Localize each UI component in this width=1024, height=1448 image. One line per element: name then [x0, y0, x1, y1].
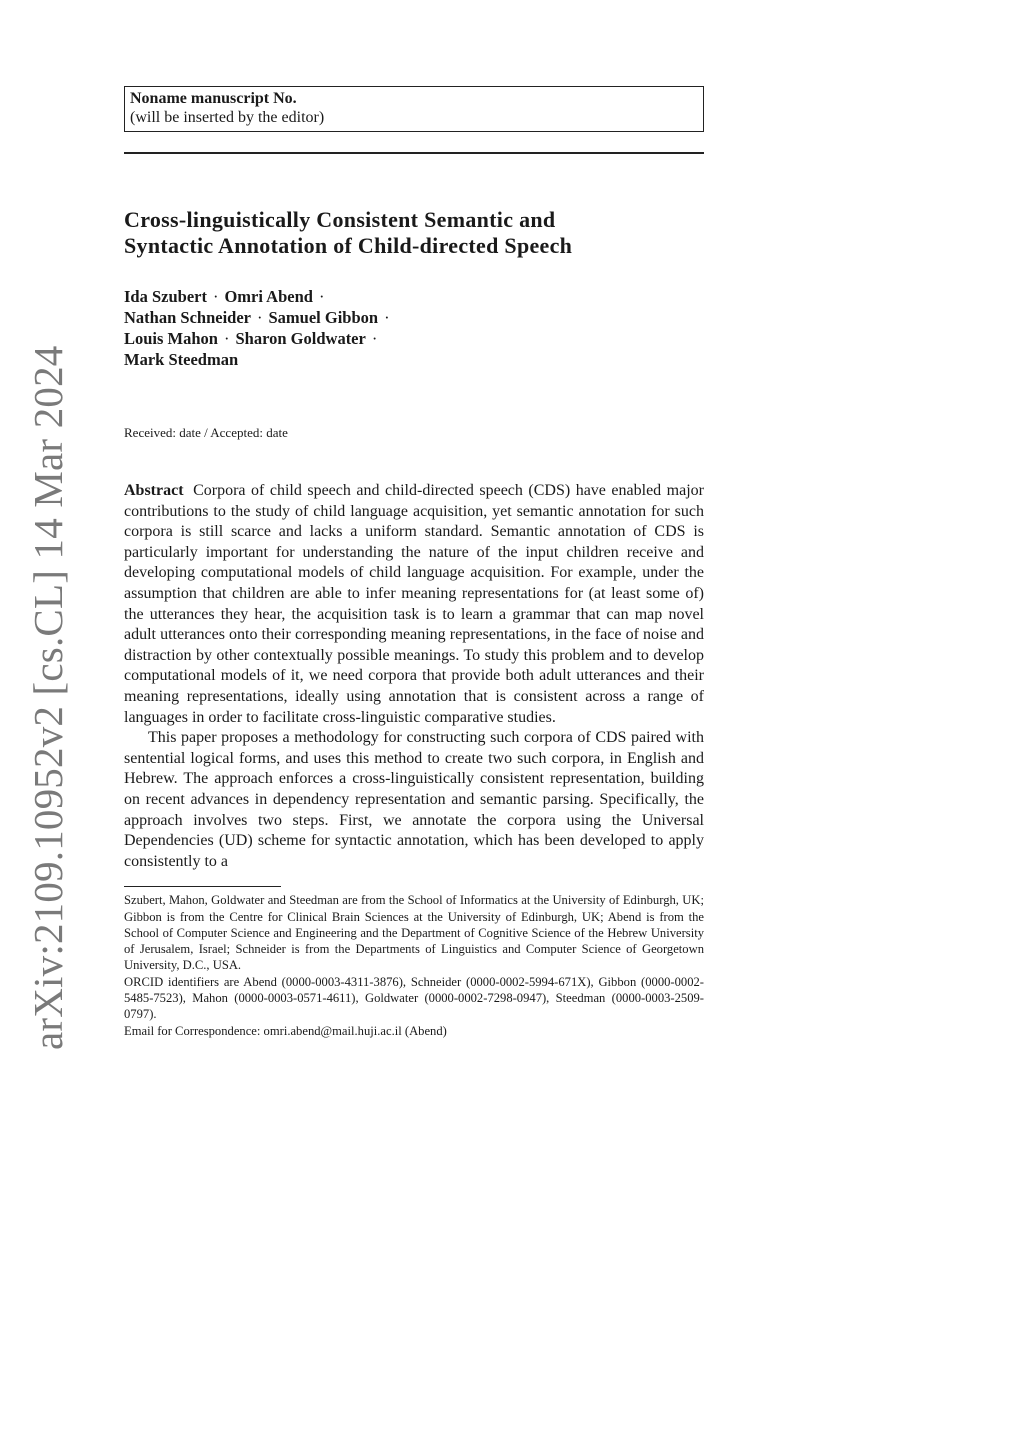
manuscript-header-box [124, 86, 704, 132]
footnotes [124, 892, 704, 1039]
abstract-label: Abstract [124, 482, 184, 499]
arxiv-identifier: arXiv:2109.10952v2 [cs.CL] 14 Mar 2024 [25, 345, 71, 1050]
author-separator: · [224, 329, 230, 348]
author-name: Ida Szubert [124, 287, 207, 306]
author-name: Mark Steedman [124, 350, 239, 369]
abstract-paragraph-1 [124, 481, 704, 728]
author-name: Samuel Gibbon [268, 308, 379, 327]
author-separator: · [256, 308, 263, 327]
received-date: Received: date / Accepted: date [124, 425, 288, 440]
editor-note: (will be inserted by the editor) [130, 109, 325, 126]
footnote-rule [124, 886, 281, 887]
abstract-paragraph-2: This paper proposes a methodology for constructing such corpora of CDS paired with sentential logical forms, and uses this method to create two such corpora, in English and Hebrew. The approach enforces a cross-linguistically consistent representation, building on recent advances in dependency representation and semantic parsing. Specifically, the approach involves two steps. First, we annotate the corpora using the Universal Dependencies (UD) scheme for syntactic annotation, which has been developed to apply consistently to a [124, 729, 704, 870]
author-separator: · [371, 329, 378, 348]
author-name: Omri Abend [224, 287, 313, 306]
abstract-text-1: Corpora of child speech and child-directed speech (CDS) have enabled major contributions to the study of child language acquisition, yet semantic annotation for such corpora is still scarce and lacks a uniform standard. Semantic annotation of CDS is particularly important for understanding the nature of the input children receive and developing computational models of child language acquisition. For example, under the assumption that children are able to infer meaning representations for (at least some of) the utterances they hear, the acquisition task is to learn a grammar that can map novel adult utterances onto their corresponding meaning representations, in the face of noise and distraction by other contextually possible meanings. To study this problem and to develop computational models of it, we need corpora that provide both adult utterances and their meaning representations, ideally using annotation that is consistent across a range of languages in order to facilitate cross-linguistic comparative studies. [124, 482, 705, 726]
author-separator: · [212, 287, 219, 306]
author-name: Sharon Goldwater [235, 329, 366, 348]
paper-title [124, 207, 704, 259]
paper-page [124, 86, 704, 1039]
title-line-1: Cross-linguistically Consistent Semantic and [124, 207, 556, 232]
header-rule [124, 152, 704, 154]
author-name: Nathan Schneider [124, 308, 251, 327]
footnote-affiliations: Szubert, Mahon, Goldwater and Steedman are from the School of Informatics at the University of Edinburgh, UK; Gibbon is from the Centre for Clinical Brain Sciences at the University of Edinburgh, UK; Abend is from the School of Computer Science and Engineering and the Department of Cognitive Science of the Hebrew University of Jerusalem, Israel; Schneider is from the Departments of Linguistics and Computer Science of Georgetown University, D.C., USA. [124, 893, 704, 973]
author-separator: · [384, 308, 390, 327]
manuscript-number: Noname manuscript No. [130, 90, 297, 107]
title-line-2: Syntactic Annotation of Child-directed Speech [124, 233, 573, 258]
footnote-orcid: ORCID identifiers are Abend (0000-0003-4311-3876), Schneider (0000-0002-5994-671X), Gibbon (0000-0002-5485-7523), Mahon (0000-0003-0571-4611), Goldwater (0000-0002-7298-0947), Steedman (0000-0003-2509-0797). [124, 974, 704, 1022]
footnote-email: Email for Correspondence: omri.abend@mail.huji.ac.il (Abend) [124, 1023, 447, 1038]
author-separator: · [318, 287, 325, 306]
abstract [124, 481, 704, 872]
author-list [124, 286, 704, 370]
author-name: Louis Mahon [124, 329, 218, 348]
